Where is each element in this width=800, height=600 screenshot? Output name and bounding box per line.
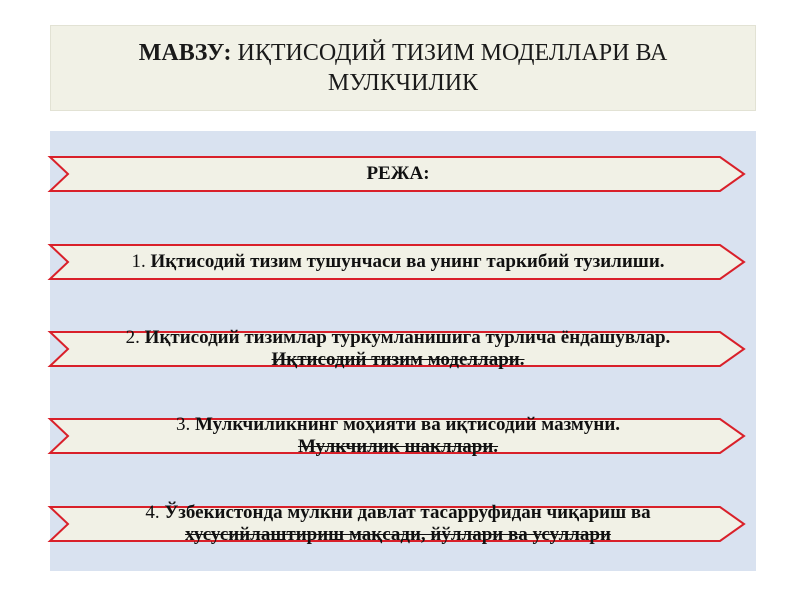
plan-item-4 <box>50 502 746 546</box>
plan-item-text: Ўзбекистонда мулкни давлат тасарруфидан чиқариш ва <box>164 502 651 523</box>
plan-item-number: 4. <box>145 502 165 523</box>
plan-item-number: 2. <box>125 327 145 348</box>
plan-item-number: 1. <box>131 251 151 272</box>
plan-item-text: Иқтисодий тизим тушунчаси ва унинг таркибий тузилиши. <box>150 251 665 272</box>
title-prefix: МАВЗУ: <box>138 40 232 66</box>
title-text: ИҚТИСОДИЙ ТИЗИМ МОДЕЛЛАРИ ВА МУЛКЧИЛИК <box>231 40 668 96</box>
plan-item-text-line2: Иқтисодий тизим моделлари. <box>271 349 525 370</box>
plan-item-text-line2: хусусийлаштириш мақсади, йўллари ва усуллари <box>185 524 611 545</box>
plan-item-2 <box>50 328 746 370</box>
slide-title <box>50 25 756 111</box>
plan-item-3 <box>50 414 746 458</box>
plan-item-text: Иқтисодий тизимлар туркумланишига турлича ёндашувлар. <box>144 327 671 348</box>
plan-item-number: 3. <box>175 414 195 435</box>
plan-item-text-line2: Мулкчилик шакллари. <box>297 436 499 457</box>
plan-heading: РЕЖА: <box>366 163 430 184</box>
plan-heading-arrow <box>50 157 746 191</box>
plan-item-text: Мулкчиликнинг моҳияти ва иқтисодий мазмуни. <box>194 414 621 435</box>
plan-item-1 <box>50 245 746 279</box>
